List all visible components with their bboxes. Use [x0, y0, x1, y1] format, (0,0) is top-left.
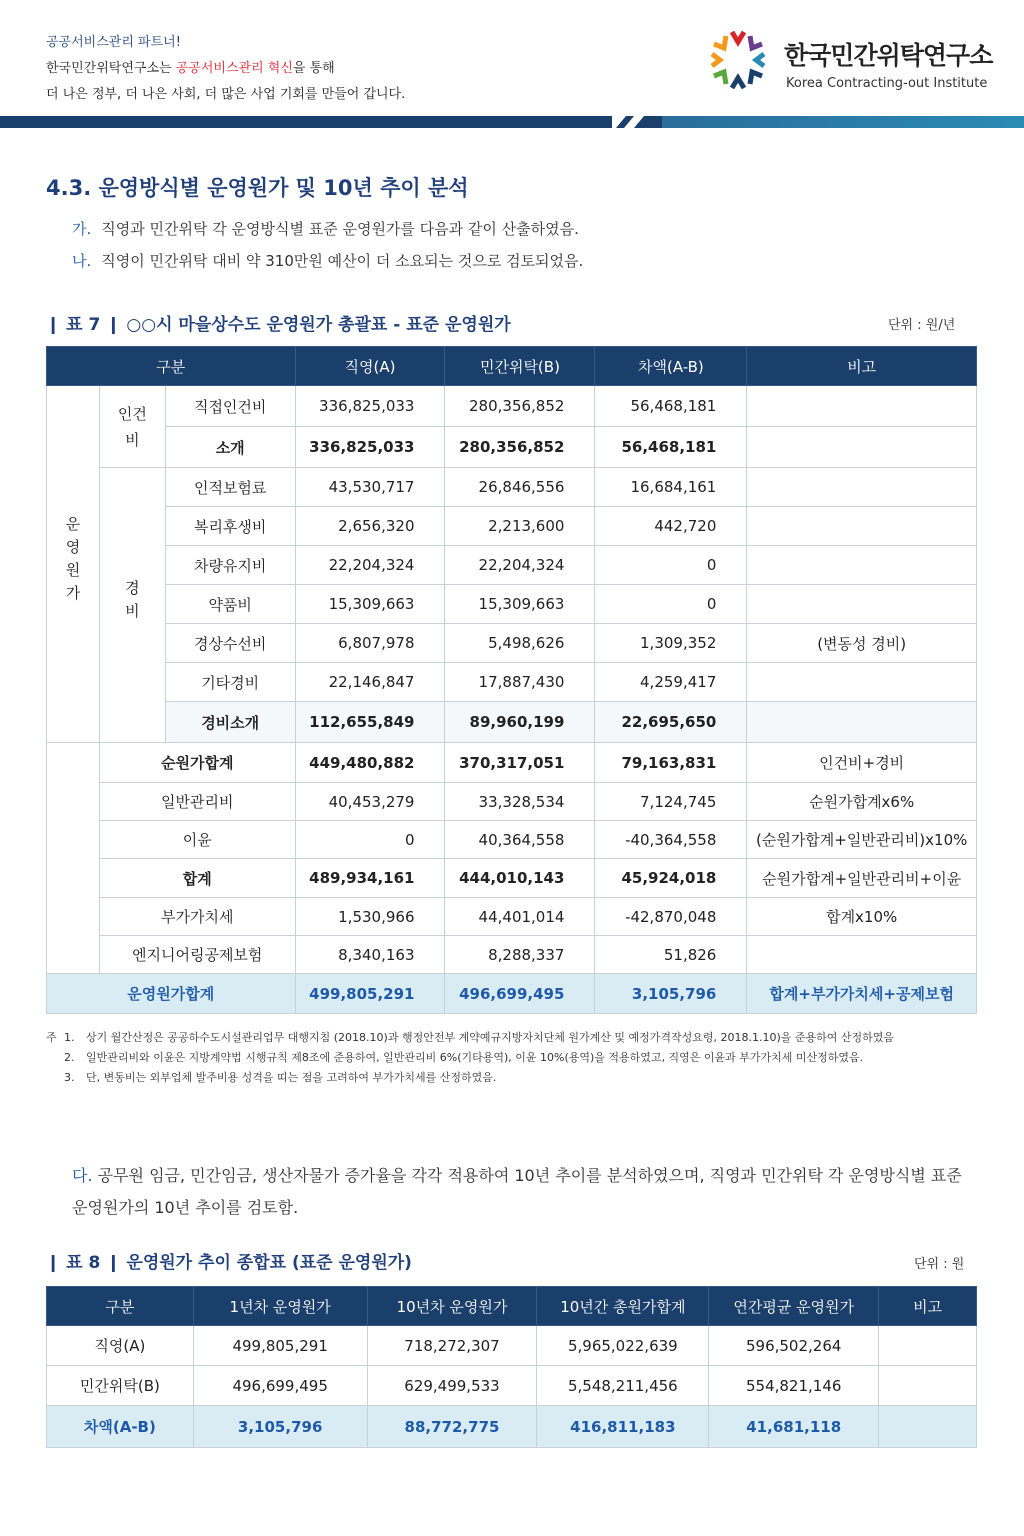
footnote-text: 상기 월간산정은 공공하수도시설관리업무 대행지침 (2018.10)과 행정안전부 계약예규지방자치단체 원가계산 및 예정가격작성요령, 2018.1.10)을 준용하여 산정하였음 — [86, 1031, 894, 1044]
table-row — [47, 427, 977, 468]
cell: 45,924,018 — [595, 859, 747, 898]
col-header: 연간평균 운영원가 — [709, 1287, 879, 1326]
cell: 0 — [295, 821, 445, 859]
footnotes — [46, 1028, 981, 1088]
cell-note — [747, 386, 977, 427]
cell: 489,934,161 — [295, 859, 445, 898]
footnote-number: 3. — [64, 1071, 75, 1084]
row-label: 차액(A-B) — [47, 1406, 194, 1448]
cell-note — [747, 585, 977, 624]
cell: 5,965,022,639 — [537, 1326, 709, 1366]
table-row — [47, 821, 977, 859]
cell: 496,699,495 — [445, 974, 595, 1014]
table8-unit: 단위 : 원 — [914, 1257, 965, 1272]
expense-label: 경비 — [122, 580, 141, 626]
cell-note — [747, 427, 977, 468]
row-label: 엔지니어링공제보험 — [99, 936, 295, 974]
table7-unit: 단위 : 원/년 — [888, 318, 956, 333]
cell: 22,146,847 — [295, 663, 445, 702]
col-header: 구분 — [47, 347, 296, 386]
cell: 88,772,775 — [367, 1406, 537, 1448]
table8-title: ❙ 표 8 ❙ 운영원가 추이 종합표 (표준 운영원가) — [46, 1253, 412, 1273]
cell: 43,530,717 — [295, 468, 445, 507]
bullet-text: 공무원 임금, 민간임금, 생산자물가 증가율을 각각 적용하여 10년 추이를 분석하였으며, 직영과 민간위탁 각 운영방식별 표준 운영원가의 10년 추이를 검토함. — [72, 1166, 962, 1217]
cell: 499,805,291 — [295, 974, 445, 1014]
cell: 8,340,163 — [295, 936, 445, 974]
bullet-mark: 가. — [72, 220, 92, 238]
cell: 2,213,600 — [445, 507, 595, 546]
cell: 89,960,199 — [445, 702, 595, 743]
row-label: 기타경비 — [165, 663, 295, 702]
tagline-highlight: 공공서비스관리 혁신 — [175, 61, 293, 76]
cell: 8,288,337 — [445, 936, 595, 974]
cell: -40,364,558 — [595, 821, 747, 859]
header-bar-teal — [662, 116, 1024, 128]
cell: 17,887,430 — [445, 663, 595, 702]
footnote — [46, 1028, 981, 1048]
row-label: 일반관리비 — [99, 783, 295, 821]
row-label: 민간위탁(B) — [47, 1366, 194, 1406]
cell: 22,695,650 — [595, 702, 747, 743]
footnote-text: 단, 변동비는 외부업체 발주비용 성격을 띠는 점을 고려하여 부가가치세를 산정하였음. — [86, 1071, 497, 1084]
labor-label: 인건비 — [117, 404, 147, 449]
labor-label-cell — [99, 386, 165, 468]
table-row — [47, 468, 977, 507]
cell: 22,204,324 — [445, 546, 595, 585]
cell: 280,356,852 — [445, 427, 595, 468]
cell-note: 순원가합계+일반관리비+이윤 — [747, 859, 977, 898]
cell: 2,656,320 — [295, 507, 445, 546]
cell: 33,328,534 — [445, 783, 595, 821]
cell-note: (순원가합계+일반관리비)x10% — [747, 821, 977, 859]
cell: 15,309,663 — [295, 585, 445, 624]
cell: 718,272,307 — [367, 1326, 537, 1366]
row-label: 운영원가합계 — [47, 974, 296, 1014]
cell-note: 합계x10% — [747, 898, 977, 936]
cell: 596,502,264 — [709, 1326, 879, 1366]
row-label: 합계 — [99, 859, 295, 898]
blank-cell — [47, 743, 100, 974]
table-row — [47, 702, 977, 743]
cell-note: 인건비+경비 — [747, 743, 977, 783]
cell: 56,468,181 — [595, 386, 747, 427]
table-row — [47, 936, 977, 974]
cell: 41,681,118 — [709, 1406, 879, 1448]
bullet-mark: 나. — [72, 252, 92, 270]
table-row — [47, 1366, 977, 1406]
table-row — [47, 507, 977, 546]
cell: 7,124,745 — [595, 783, 747, 821]
table7-title: ❙ 표 7 ❙ ○○시 마을상수도 운영원가 총괄표 - 표준 운영원가 — [46, 315, 511, 335]
bullet-da — [72, 1160, 972, 1224]
row-label: 부가가치세 — [99, 898, 295, 936]
cell-note — [747, 546, 977, 585]
cell: 5,548,211,456 — [537, 1366, 709, 1406]
cell: 442,720 — [595, 507, 747, 546]
logo-mark-icon — [706, 28, 770, 92]
tagline-text: 을 통해 — [292, 61, 335, 76]
cell: 40,453,279 — [295, 783, 445, 821]
table-row — [47, 783, 977, 821]
tagline-text: 한국민간위탁연구소는 — [46, 61, 176, 76]
cell: 79,163,831 — [595, 743, 747, 783]
cell: 4,259,417 — [595, 663, 747, 702]
cell: 3,105,796 — [595, 974, 747, 1014]
cell-note — [747, 663, 977, 702]
table-row — [47, 386, 977, 427]
table-row — [47, 859, 977, 898]
col-header: 차액(A-B) — [595, 347, 747, 386]
table-row — [47, 585, 977, 624]
cell: 496,699,495 — [193, 1366, 367, 1406]
bullet-na — [72, 250, 583, 271]
table-row — [47, 624, 977, 663]
cell: 499,805,291 — [193, 1326, 367, 1366]
cell: 0 — [595, 585, 747, 624]
section-title: 4.3. 운영방식별 운영원가 및 10년 추이 분석 — [46, 176, 469, 200]
bullet-ga — [72, 218, 579, 239]
footnote-text: 일반관리비와 이윤은 지방계약법 시행규칙 제8조에 준용하여, 일반관리비 6%(기타용역), 이윤 10%(용역)을 적용하였고, 직영은 이윤과 부가가치세 미산정하였음. — [86, 1051, 864, 1064]
cell: 16,684,161 — [595, 468, 747, 507]
footnote-number: 1. — [64, 1031, 75, 1044]
cell: 336,825,033 — [295, 386, 445, 427]
row-label: 순원가합계 — [99, 743, 295, 783]
col-header: 민간위탁(B) — [445, 347, 595, 386]
row-label: 이윤 — [99, 821, 295, 859]
cell-note: 합계+부가가치세+공제보험 — [747, 974, 977, 1014]
footnote-number: 2. — [64, 1051, 75, 1064]
cell: 370,317,051 — [445, 743, 595, 783]
cell: 449,480,882 — [295, 743, 445, 783]
table7 — [46, 346, 977, 1014]
group-label: 운영원가 — [63, 516, 82, 608]
cell-note — [747, 507, 977, 546]
row-label: 직접인건비 — [165, 386, 295, 427]
header-bar-navy — [0, 116, 612, 128]
bullet-mark: 다. — [72, 1166, 93, 1185]
expense-label-cell — [99, 468, 165, 743]
tagline-line1: 공공서비스관리 파트너! — [46, 35, 181, 50]
table-row-total — [47, 974, 977, 1014]
tagline-line2 — [46, 56, 405, 82]
cell: 40,364,558 — [445, 821, 595, 859]
footnote — [46, 1068, 981, 1088]
cell: 3,105,796 — [193, 1406, 367, 1448]
cell: 56,468,181 — [595, 427, 747, 468]
cell: 416,811,183 — [537, 1406, 709, 1448]
page-header — [0, 0, 1024, 130]
table-row — [47, 1326, 977, 1366]
cell: 51,826 — [595, 936, 747, 974]
cell: 280,356,852 — [445, 386, 595, 427]
cell-note — [747, 936, 977, 974]
cell: 0 — [595, 546, 747, 585]
cell: -42,870,048 — [595, 898, 747, 936]
bullet-text: 직영이 민간위탁 대비 약 310만원 예산이 더 소요되는 것으로 검토되었음. — [101, 252, 584, 270]
cell: 336,825,033 — [295, 427, 445, 468]
col-header: 비고 — [879, 1287, 977, 1326]
row-label: 약품비 — [165, 585, 295, 624]
table7-header-row — [47, 347, 977, 386]
table8 — [46, 1286, 977, 1448]
col-header: 1년차 운영원가 — [193, 1287, 367, 1326]
col-header: 구분 — [47, 1287, 194, 1326]
cell: 44,401,014 — [445, 898, 595, 936]
cell: 15,309,663 — [445, 585, 595, 624]
col-header: 비고 — [747, 347, 977, 386]
row-label: 경비소개 — [165, 702, 295, 743]
table-row — [47, 898, 977, 936]
cell: 444,010,143 — [445, 859, 595, 898]
cell: 629,499,533 — [367, 1366, 537, 1406]
table-row — [47, 663, 977, 702]
group-label-cell — [47, 386, 100, 743]
cell: 26,846,556 — [445, 468, 595, 507]
cell-note: 순원가합계x6% — [747, 783, 977, 821]
row-label: 직영(A) — [47, 1326, 194, 1366]
row-label: 복리후생비 — [165, 507, 295, 546]
row-label: 소개 — [165, 427, 295, 468]
col-header: 직영(A) — [295, 347, 445, 386]
col-header: 10년차 운영원가 — [367, 1287, 537, 1326]
table-row — [47, 743, 977, 783]
cell-note — [747, 702, 977, 743]
cell-note — [879, 1366, 977, 1406]
table8-header-row — [47, 1287, 977, 1326]
cell-note — [879, 1326, 977, 1366]
bullet-text: 직영과 민간위탁 각 운영방식별 표준 운영원가를 다음과 같이 산출하였음. — [101, 220, 579, 238]
row-label: 경상수선비 — [165, 624, 295, 663]
cell-note — [879, 1406, 977, 1448]
cell: 1,530,966 — [295, 898, 445, 936]
footnote-label: 주 — [46, 1031, 57, 1044]
cell-note — [747, 468, 977, 507]
cell: 5,498,626 — [445, 624, 595, 663]
table-row-total — [47, 1406, 977, 1448]
col-header: 10년간 총원가합계 — [537, 1287, 709, 1326]
tagline — [46, 30, 405, 108]
row-label: 인적보험료 — [165, 468, 295, 507]
cell: 1,309,352 — [595, 624, 747, 663]
cell: 554,821,146 — [709, 1366, 879, 1406]
cell: 22,204,324 — [295, 546, 445, 585]
footnote — [46, 1048, 981, 1068]
row-label: 차량유지비 — [165, 546, 295, 585]
table-row — [47, 546, 977, 585]
tagline-line3: 더 나은 정부, 더 나은 사회, 더 많은 사업 기회를 만들어 갑니다. — [46, 87, 406, 102]
logo-name: 한국민간위탁연구소 — [784, 41, 993, 70]
cell: 6,807,978 — [295, 624, 445, 663]
cell: 112,655,849 — [295, 702, 445, 743]
logo-subtitle: Korea Contracting-out Institute — [786, 76, 988, 91]
institute-logo — [706, 28, 996, 98]
cell-note: (변동성 경비) — [747, 624, 977, 663]
